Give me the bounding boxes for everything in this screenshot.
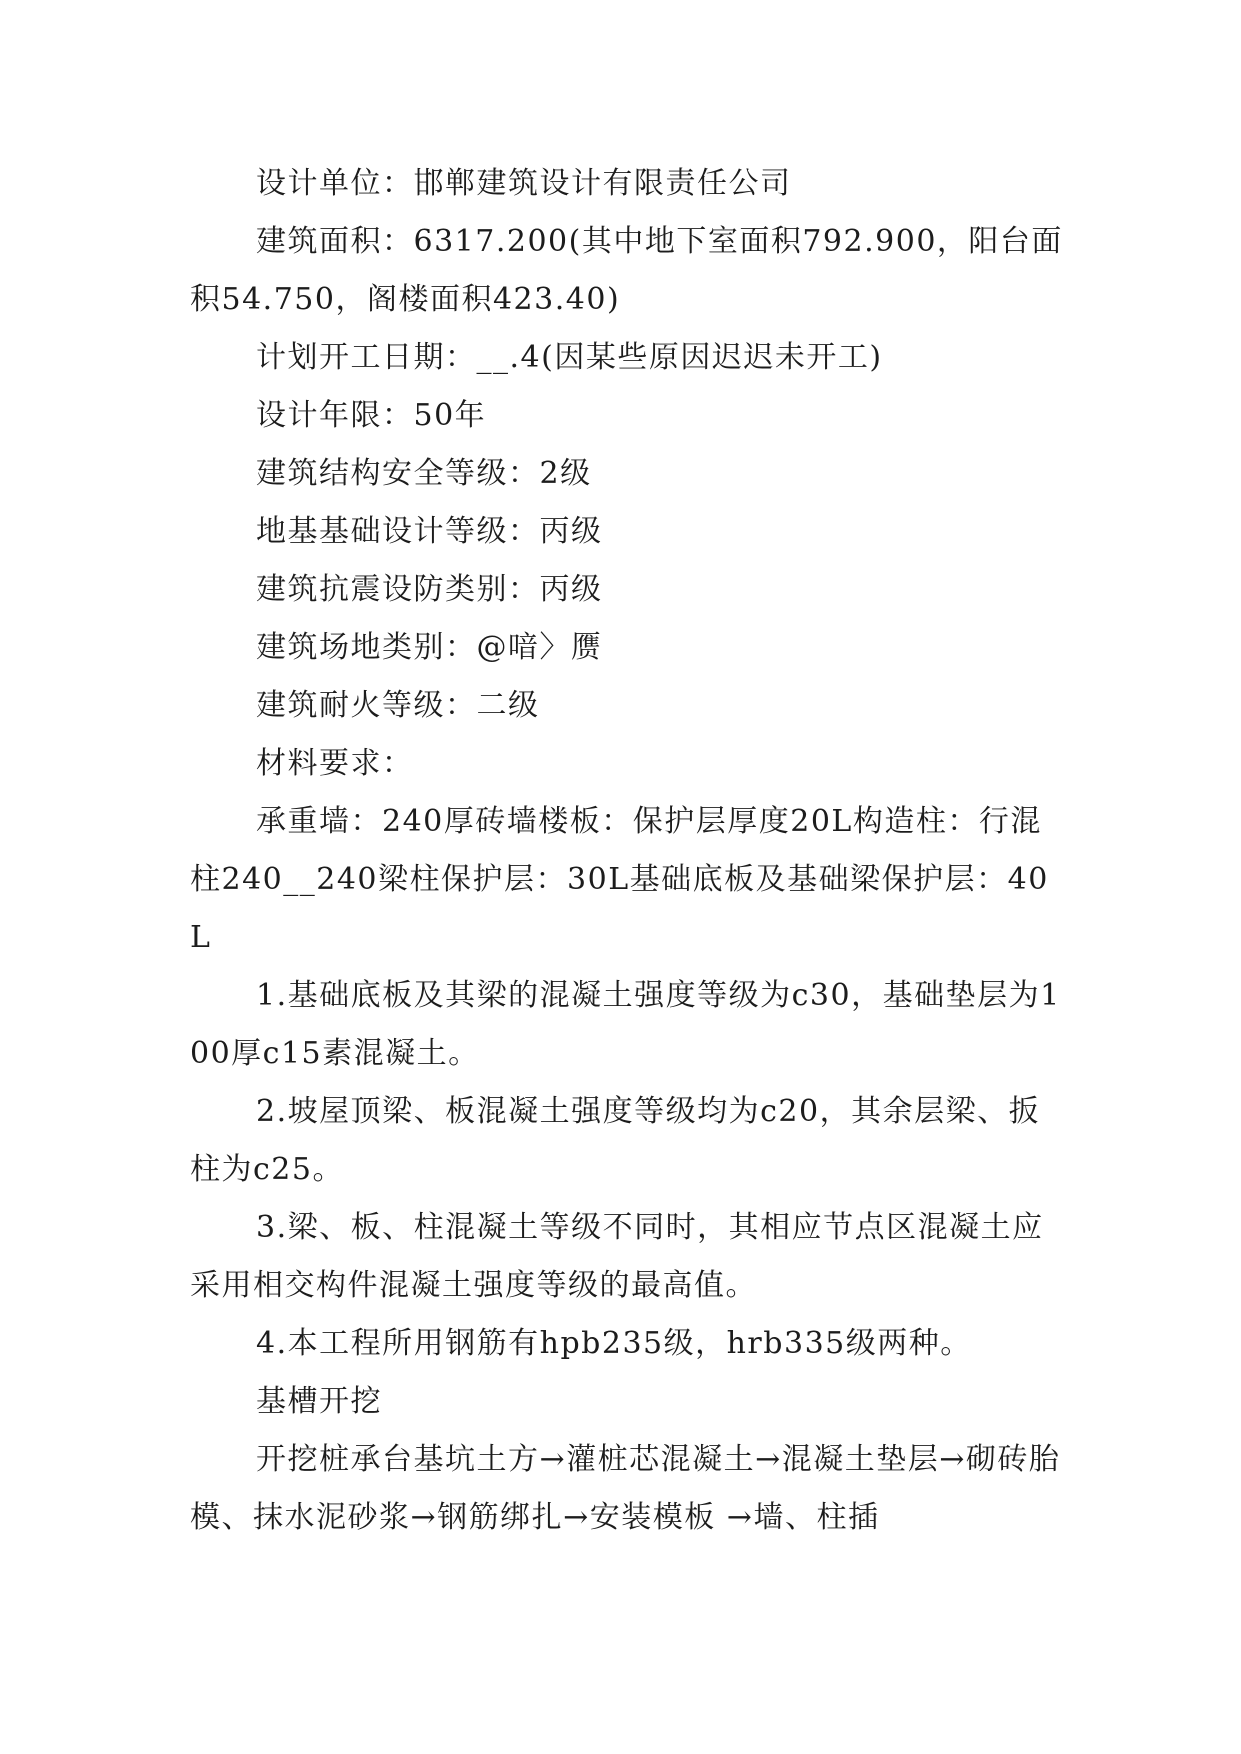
requirement-item-4: 4.本工程所用钢筋有hpb235级，hrb335级两种。 (256, 1326, 972, 1361)
foundation-design-grade-line: 地基基础设计等级：丙级 (256, 514, 603, 549)
design-unit-line: 设计单位：邯郸建筑设计有限责任公司 (256, 166, 792, 201)
structural-safety-grade-line: 建筑结构安全等级：2级 (256, 456, 592, 491)
excavation-process-paragraph: 开挖桩承台基坑土方→灌桩芯混凝土→混凝土垫层→砌砖胎模、抹水泥砂浆→钢筋绑扎→安装模板 →墙、柱插 (190, 1442, 1061, 1535)
fire-resistance-grade-line: 建筑耐火等级：二级 (256, 688, 540, 723)
document-body (190, 155, 1070, 1547)
seismic-category-line: 建筑抗震设防类别：丙级 (256, 572, 603, 607)
requirement-item-1: 1.基础底板及其梁的混凝土强度等级为c30，基础垫层为100厚c15素混凝土。 (190, 978, 1061, 1071)
requirement-item-3: 3.梁、板、柱混凝土等级不同时，其相应节点区混凝土应采用相交构件混凝土强度等级的最高值。 (190, 1210, 1044, 1303)
site-category-line: 建筑场地类别：@喑〉赝 (256, 630, 603, 665)
load-bearing-wall-paragraph: 承重墙：240厚砖墙楼板：保护层厚度20L构造柱：行混柱240__240梁柱保护层：30L基础底板及基础梁保护层：40L (190, 804, 1049, 955)
planned-start-date-line: 计划开工日期：__.4(因某些原因迟迟未开工) (256, 340, 883, 375)
design-life-line: 设计年限：50年 (256, 398, 487, 433)
material-requirements-heading: 材料要求： (256, 746, 414, 781)
building-area-line: 建筑面积：6317.200(其中地下室面积792.900，阳台面积54.750，阁楼面积423.40) (190, 224, 1063, 317)
requirement-item-2: 2.坡屋顶梁、板混凝土强度等级均为c20，其余层梁、扳柱为c25。 (190, 1094, 1041, 1187)
trench-excavation-heading: 基槽开挖 (256, 1384, 382, 1419)
